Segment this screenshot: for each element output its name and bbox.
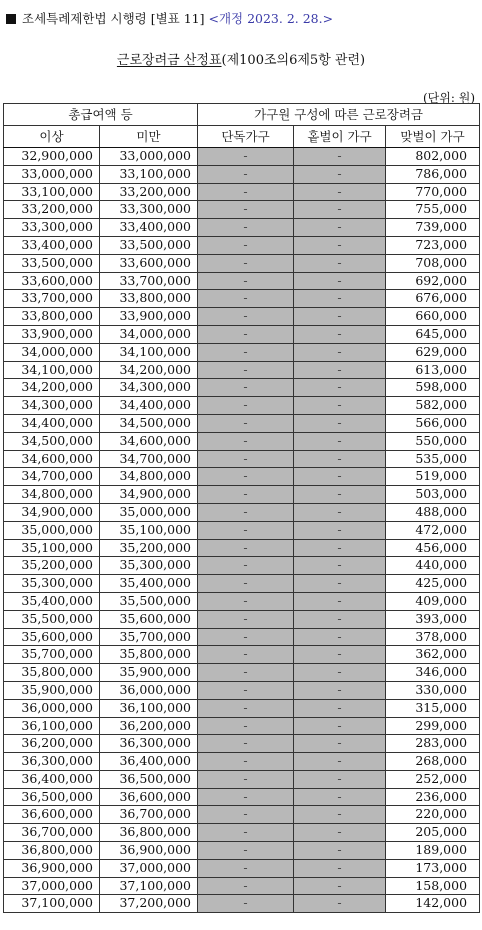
single-household-cell: - [198,664,294,682]
income-min-cell: 34,200,000 [4,379,100,397]
income-max-cell: 34,900,000 [100,486,198,504]
incentive-table [3,103,480,913]
income-max-cell: 35,800,000 [100,646,198,664]
income-min-cell: 35,400,000 [4,592,100,610]
single-earner-cell: - [294,343,386,361]
income-min-cell: 35,200,000 [4,557,100,575]
single-household-cell: - [198,753,294,771]
dual-earner-cell: 488,000 [386,503,480,521]
single-household-cell: - [198,824,294,842]
single-earner-cell: - [294,468,386,486]
single-household-cell: - [198,183,294,201]
single-household-cell: - [198,414,294,432]
income-max-cell: 34,300,000 [100,379,198,397]
income-min-cell: 37,100,000 [4,895,100,913]
table-row [4,486,480,504]
single-earner-cell: - [294,486,386,504]
single-household-cell: - [198,788,294,806]
single-household-cell: - [198,557,294,575]
single-earner-cell: - [294,539,386,557]
income-min-cell: 33,100,000 [4,183,100,201]
single-household-cell: - [198,397,294,415]
income-max-cell: 36,400,000 [100,753,198,771]
income-min-cell: 33,500,000 [4,254,100,272]
income-min-cell: 34,000,000 [4,343,100,361]
household-group-header: 가구원 구성에 따른 근로장려금 [198,104,480,126]
income-max-cell: 36,800,000 [100,824,198,842]
income-min-cell: 35,500,000 [4,610,100,628]
single-earner-cell: - [294,432,386,450]
dual-earner-cell: 739,000 [386,219,480,237]
income-min-cell: 35,300,000 [4,575,100,593]
single-household-cell: - [198,272,294,290]
dual-earner-cell: 456,000 [386,539,480,557]
income-max-cell: 33,100,000 [100,165,198,183]
single-earner-cell: - [294,414,386,432]
table-row [4,842,480,860]
income-min-cell: 35,800,000 [4,664,100,682]
dual-earner-cell: 158,000 [386,877,480,895]
dual-earner-cell: 393,000 [386,610,480,628]
single-household-cell: - [198,290,294,308]
dual-earner-cell: 189,000 [386,842,480,860]
table-row [4,468,480,486]
column-header-single-earner: 홑벌이 가구 [294,126,386,148]
income-max-cell: 33,300,000 [100,201,198,219]
dual-earner-cell: 566,000 [386,414,480,432]
single-household-cell: - [198,521,294,539]
single-earner-cell: - [294,503,386,521]
dual-earner-cell: 330,000 [386,681,480,699]
dual-earner-cell: 315,000 [386,699,480,717]
page-title [0,49,482,68]
income-max-cell: 34,200,000 [100,361,198,379]
income-min-cell: 36,700,000 [4,824,100,842]
column-header-single: 단독가구 [198,126,294,148]
income-min-cell: 36,800,000 [4,842,100,860]
table-row [4,450,480,468]
law-title: 조세특례제한법 시행령 [별표 11] [22,11,205,26]
income-max-cell: 33,200,000 [100,183,198,201]
income-max-cell: 33,000,000 [100,148,198,166]
dual-earner-cell: 676,000 [386,290,480,308]
dual-earner-cell: 362,000 [386,646,480,664]
column-header-max: 미만 [100,126,198,148]
single-earner-cell: - [294,788,386,806]
single-household-cell: - [198,254,294,272]
table-row [4,201,480,219]
income-max-cell: 33,400,000 [100,219,198,237]
single-earner-cell: - [294,895,386,913]
income-max-cell: 35,300,000 [100,557,198,575]
table-row [4,806,480,824]
single-household-cell: - [198,361,294,379]
income-min-cell: 36,600,000 [4,806,100,824]
income-min-cell: 34,500,000 [4,432,100,450]
single-household-cell: - [198,806,294,824]
table-row [4,272,480,290]
single-household-cell: - [198,877,294,895]
table-column-header-row [4,126,480,148]
document-header [6,9,333,27]
table-row [4,308,480,326]
table-row [4,557,480,575]
income-min-cell: 33,400,000 [4,236,100,254]
dual-earner-cell: 378,000 [386,628,480,646]
single-earner-cell: - [294,308,386,326]
income-min-cell: 34,800,000 [4,486,100,504]
income-max-cell: 35,500,000 [100,592,198,610]
table-row [4,681,480,699]
table-row [4,628,480,646]
income-max-cell: 35,400,000 [100,575,198,593]
table-row [4,699,480,717]
single-earner-cell: - [294,290,386,308]
table-row [4,575,480,593]
table-row [4,290,480,308]
single-household-cell: - [198,717,294,735]
dual-earner-cell: 472,000 [386,521,480,539]
income-min-cell: 34,400,000 [4,414,100,432]
income-min-cell: 33,200,000 [4,201,100,219]
income-max-cell: 33,800,000 [100,290,198,308]
single-household-cell: - [198,432,294,450]
dual-earner-cell: 503,000 [386,486,480,504]
income-min-cell: 33,800,000 [4,308,100,326]
table-row [4,503,480,521]
single-household-cell: - [198,236,294,254]
single-earner-cell: - [294,859,386,877]
single-earner-cell: - [294,575,386,593]
single-household-cell: - [198,468,294,486]
income-max-cell: 34,500,000 [100,414,198,432]
table-row [4,183,480,201]
amendment-link[interactable]: <개정 2023. 2. 28.> [208,11,334,26]
dual-earner-cell: 142,000 [386,895,480,913]
single-household-cell: - [198,450,294,468]
income-max-cell: 33,500,000 [100,236,198,254]
dual-earner-cell: 236,000 [386,788,480,806]
single-household-cell: - [198,628,294,646]
single-household-cell: - [198,539,294,557]
single-household-cell: - [198,201,294,219]
table-title: 근로장려금 산정표 [116,53,222,68]
table-row [4,788,480,806]
income-min-cell: 36,200,000 [4,735,100,753]
income-min-cell: 35,900,000 [4,681,100,699]
table-row [4,343,480,361]
table-row [4,219,480,237]
table-row [4,397,480,415]
single-earner-cell: - [294,183,386,201]
single-earner-cell: - [294,236,386,254]
table-row [4,148,480,166]
income-max-cell: 36,500,000 [100,770,198,788]
single-earner-cell: - [294,717,386,735]
dual-earner-cell: 802,000 [386,148,480,166]
dual-earner-cell: 268,000 [386,753,480,771]
single-earner-cell: - [294,628,386,646]
dual-earner-cell: 283,000 [386,735,480,753]
income-min-cell: 36,100,000 [4,717,100,735]
single-earner-cell: - [294,877,386,895]
single-earner-cell: - [294,824,386,842]
income-max-cell: 34,600,000 [100,432,198,450]
single-household-cell: - [198,575,294,593]
single-household-cell: - [198,895,294,913]
income-max-cell: 33,700,000 [100,272,198,290]
dual-earner-cell: 440,000 [386,557,480,575]
dual-earner-cell: 299,000 [386,717,480,735]
income-max-cell: 36,200,000 [100,717,198,735]
single-household-cell: - [198,859,294,877]
single-household-cell: - [198,842,294,860]
single-household-cell: - [198,770,294,788]
income-min-cell: 35,100,000 [4,539,100,557]
dual-earner-cell: 629,000 [386,343,480,361]
dual-earner-cell: 205,000 [386,824,480,842]
table-row [4,646,480,664]
table-group-header-row [4,104,480,126]
table-row [4,895,480,913]
dual-earner-cell: 598,000 [386,379,480,397]
single-earner-cell: - [294,753,386,771]
dual-earner-cell: 519,000 [386,468,480,486]
table-row [4,877,480,895]
income-max-cell: 35,600,000 [100,610,198,628]
income-min-cell: 33,900,000 [4,325,100,343]
single-earner-cell: - [294,557,386,575]
single-household-cell: - [198,735,294,753]
income-min-cell: 37,000,000 [4,877,100,895]
single-earner-cell: - [294,254,386,272]
income-min-cell: 33,300,000 [4,219,100,237]
income-max-cell: 37,100,000 [100,877,198,895]
income-max-cell: 34,400,000 [100,397,198,415]
income-max-cell: 35,900,000 [100,664,198,682]
single-household-cell: - [198,343,294,361]
table-row [4,735,480,753]
table-row [4,254,480,272]
dual-earner-cell: 220,000 [386,806,480,824]
dual-earner-cell: 645,000 [386,325,480,343]
single-earner-cell: - [294,806,386,824]
dual-earner-cell: 535,000 [386,450,480,468]
dual-earner-cell: 425,000 [386,575,480,593]
dual-earner-cell: 409,000 [386,592,480,610]
single-earner-cell: - [294,450,386,468]
table-row [4,236,480,254]
single-household-cell: - [198,646,294,664]
single-household-cell: - [198,308,294,326]
single-household-cell: - [198,165,294,183]
income-min-cell: 33,700,000 [4,290,100,308]
single-earner-cell: - [294,379,386,397]
column-header-min: 이상 [4,126,100,148]
single-earner-cell: - [294,610,386,628]
table-row [4,664,480,682]
income-min-cell: 33,000,000 [4,165,100,183]
table-body [4,148,480,913]
income-max-cell: 33,900,000 [100,308,198,326]
income-max-cell: 34,800,000 [100,468,198,486]
single-earner-cell: - [294,842,386,860]
income-min-cell: 36,900,000 [4,859,100,877]
single-household-cell: - [198,219,294,237]
income-min-cell: 34,600,000 [4,450,100,468]
table-row [4,859,480,877]
dual-earner-cell: 755,000 [386,201,480,219]
dual-earner-cell: 786,000 [386,165,480,183]
dual-earner-cell: 723,000 [386,236,480,254]
income-max-cell: 35,200,000 [100,539,198,557]
single-earner-cell: - [294,521,386,539]
income-min-cell: 34,300,000 [4,397,100,415]
table-row [4,432,480,450]
table-row [4,521,480,539]
single-earner-cell: - [294,646,386,664]
single-household-cell: - [198,610,294,628]
income-max-cell: 36,300,000 [100,735,198,753]
single-earner-cell: - [294,699,386,717]
single-household-cell: - [198,699,294,717]
dual-earner-cell: 550,000 [386,432,480,450]
income-min-cell: 36,000,000 [4,699,100,717]
table-row [4,717,480,735]
table-row [4,165,480,183]
income-max-cell: 36,100,000 [100,699,198,717]
dual-earner-cell: 660,000 [386,308,480,326]
single-earner-cell: - [294,397,386,415]
table-row [4,539,480,557]
income-min-cell: 35,700,000 [4,646,100,664]
column-header-dual-earner: 맞벌이 가구 [386,126,480,148]
table-row [4,610,480,628]
income-max-cell: 34,700,000 [100,450,198,468]
single-earner-cell: - [294,770,386,788]
black-square-icon [6,14,16,24]
income-max-cell: 34,000,000 [100,325,198,343]
income-min-cell: 35,600,000 [4,628,100,646]
income-group-header: 총급여액 등 [4,104,198,126]
dual-earner-cell: 613,000 [386,361,480,379]
income-min-cell: 34,100,000 [4,361,100,379]
single-earner-cell: - [294,735,386,753]
income-min-cell: 36,500,000 [4,788,100,806]
dual-earner-cell: 708,000 [386,254,480,272]
single-earner-cell: - [294,272,386,290]
income-min-cell: 34,900,000 [4,503,100,521]
income-max-cell: 36,000,000 [100,681,198,699]
single-earner-cell: - [294,681,386,699]
dual-earner-cell: 173,000 [386,859,480,877]
unit-label: (단위: 원) [423,91,475,105]
income-max-cell: 35,000,000 [100,503,198,521]
income-max-cell: 34,100,000 [100,343,198,361]
dual-earner-cell: 582,000 [386,397,480,415]
income-min-cell: 36,400,000 [4,770,100,788]
single-earner-cell: - [294,201,386,219]
income-min-cell: 35,000,000 [4,521,100,539]
single-household-cell: - [198,681,294,699]
income-max-cell: 35,100,000 [100,521,198,539]
single-household-cell: - [198,486,294,504]
table-row [4,824,480,842]
income-max-cell: 33,600,000 [100,254,198,272]
income-max-cell: 36,600,000 [100,788,198,806]
table-row [4,414,480,432]
table-row [4,770,480,788]
income-max-cell: 35,700,000 [100,628,198,646]
income-min-cell: 36,300,000 [4,753,100,771]
single-earner-cell: - [294,664,386,682]
dual-earner-cell: 692,000 [386,272,480,290]
dual-earner-cell: 252,000 [386,770,480,788]
single-earner-cell: - [294,148,386,166]
table-row [4,361,480,379]
table-row [4,592,480,610]
income-max-cell: 36,700,000 [100,806,198,824]
income-max-cell: 37,200,000 [100,895,198,913]
dual-earner-cell: 770,000 [386,183,480,201]
single-earner-cell: - [294,325,386,343]
single-household-cell: - [198,592,294,610]
single-earner-cell: - [294,165,386,183]
single-earner-cell: - [294,361,386,379]
income-min-cell: 33,600,000 [4,272,100,290]
table-row [4,379,480,397]
dual-earner-cell: 346,000 [386,664,480,682]
single-household-cell: - [198,148,294,166]
income-max-cell: 36,900,000 [100,842,198,860]
income-max-cell: 37,000,000 [100,859,198,877]
title-reference: (제100조의6제5항 관련) [221,53,366,68]
table-row [4,753,480,771]
single-household-cell: - [198,503,294,521]
single-earner-cell: - [294,592,386,610]
income-min-cell: 34,700,000 [4,468,100,486]
single-earner-cell: - [294,219,386,237]
table-row [4,325,480,343]
single-household-cell: - [198,379,294,397]
single-household-cell: - [198,325,294,343]
income-min-cell: 32,900,000 [4,148,100,166]
